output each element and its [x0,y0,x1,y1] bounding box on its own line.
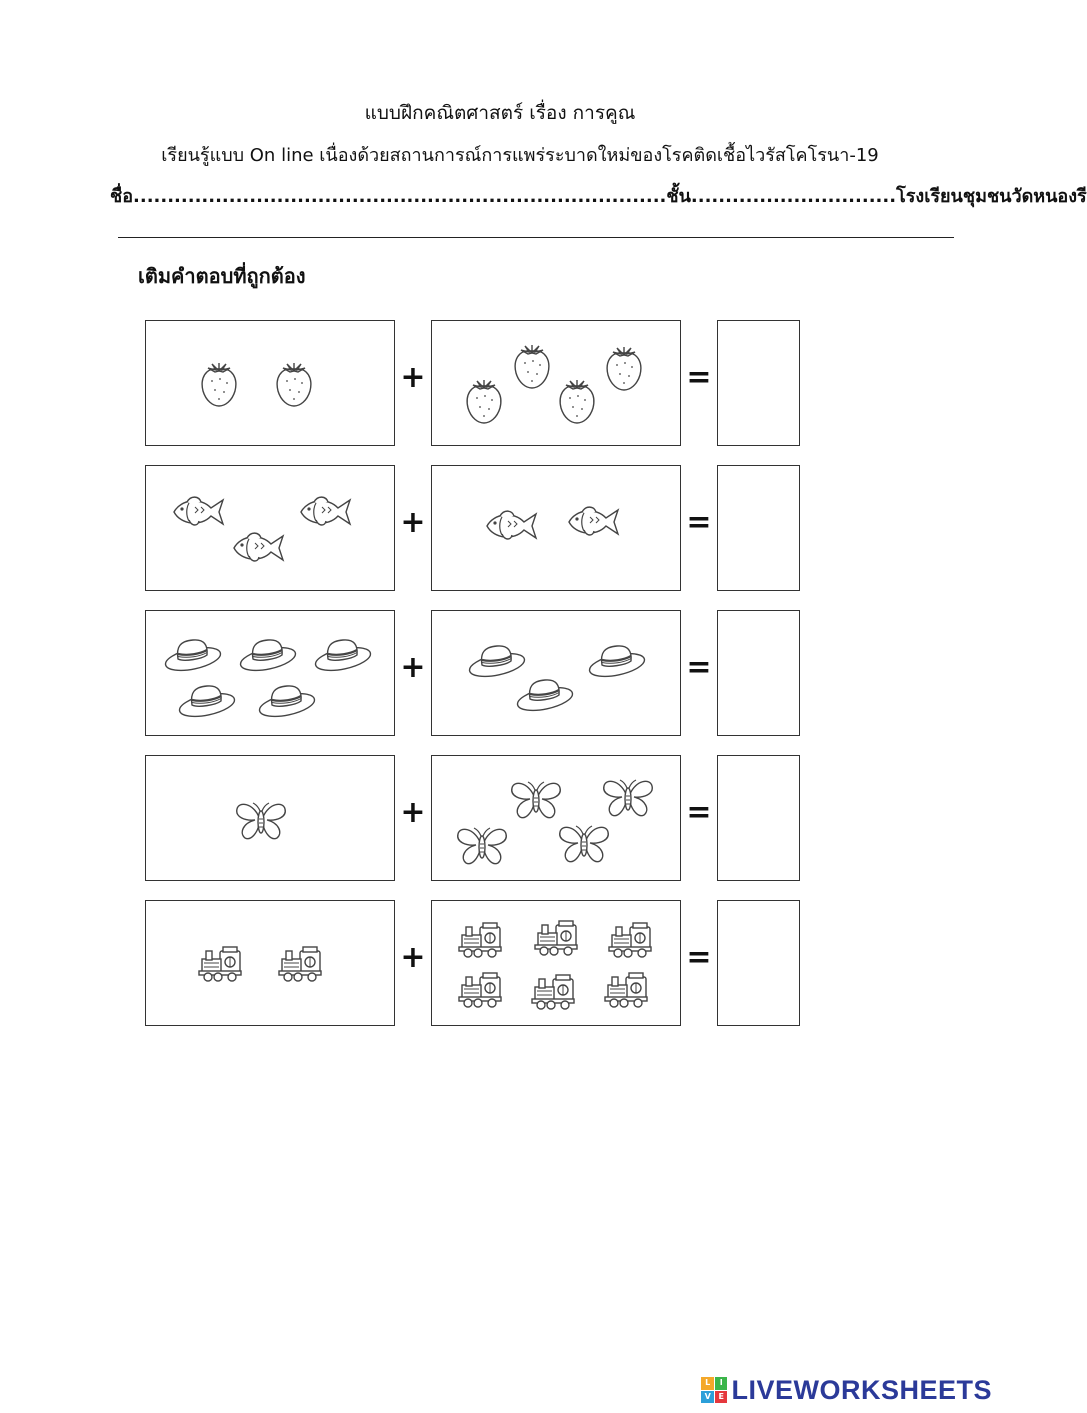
fish-icon [171,494,225,530]
butterfly-icon [235,801,287,841]
train-icon [532,919,580,957]
train-icon [456,971,504,1009]
train-icon [276,945,324,983]
left-group-box [145,755,395,881]
right-group-box [431,320,681,446]
answer-box[interactable] [717,755,800,881]
plus-sign: + [400,795,426,830]
worksheet-subtitle: เรียนรู้แบบ On line เนื่องด้วยสถานการณ์การแพร่ระบาดใหม่ของโรคติดเชื้อไวรัสโคโรนา-19 [161,145,879,166]
butterfly-icon [558,824,610,864]
train-icon [529,973,577,1011]
class-field-label[interactable]: ชั้น.............................. [666,186,897,207]
logo-tile: E [715,1391,728,1404]
problem-row [0,320,1000,446]
equals-sign: = [686,940,712,975]
right-group-box [431,900,681,1026]
left-group-box [145,610,395,736]
plus-sign: + [400,360,426,395]
logo-tile: L [701,1377,714,1390]
school-name: โรงเรียนชุมชนวัดหนองรี [896,186,1087,207]
butterfly-icon [456,826,508,866]
liveworksheets-brand: LIVEWORKSHEETS [731,1374,992,1405]
fish-icon [231,530,285,566]
equals-sign: = [686,795,712,830]
hat-icon [314,637,372,671]
answer-box[interactable] [717,900,800,1026]
train-icon [196,945,244,983]
strawberry-icon [604,343,644,391]
header-divider [118,237,954,238]
hat-icon [468,643,526,677]
train-icon [606,921,654,959]
fish-icon [484,508,538,544]
left-group-box [145,900,395,1026]
liveworksheets-logo [701,1373,992,1407]
right-group-box [431,755,681,881]
strawberry-icon [557,376,597,424]
plus-sign: + [400,940,426,975]
equals-sign: = [686,360,712,395]
worksheet-title: แบบฝึกคณิตศาสตร์ เรื่อง การคูณ [364,102,636,124]
hat-icon [516,677,574,711]
hat-icon [588,643,646,677]
hat-icon [258,683,316,717]
right-group-box [431,610,681,736]
equals-sign: = [686,650,712,685]
plus-sign: + [400,650,426,685]
logo-tile: V [701,1391,714,1404]
logo-tile: I [715,1377,728,1390]
butterfly-icon [602,778,654,818]
butterfly-icon [510,780,562,820]
problem-row [0,610,1000,736]
strawberry-icon [274,359,314,407]
name-field-label[interactable]: ชื่อ.............................................................................. [110,186,667,207]
hat-icon [178,683,236,717]
plus-sign: + [400,505,426,540]
fish-icon [566,504,620,540]
problem-row [0,465,1000,591]
left-group-box [145,320,395,446]
train-icon [456,921,504,959]
liveworksheets-logo-icon [701,1377,727,1403]
left-group-box [145,465,395,591]
strawberry-icon [464,376,504,424]
right-group-box [431,465,681,591]
answer-box[interactable] [717,465,800,591]
equals-sign: = [686,505,712,540]
problem-row [0,900,1000,1026]
instruction-text: เติมคำตอบที่ถูกต้อง [138,264,306,288]
answer-box[interactable] [717,320,800,446]
problem-row [0,755,1000,881]
strawberry-icon [199,359,239,407]
hat-icon [164,637,222,671]
train-icon [602,971,650,1009]
fish-icon [298,494,352,530]
student-info-line [110,181,1087,210]
hat-icon [239,637,297,671]
answer-box[interactable] [717,610,800,736]
strawberry-icon [512,341,552,389]
